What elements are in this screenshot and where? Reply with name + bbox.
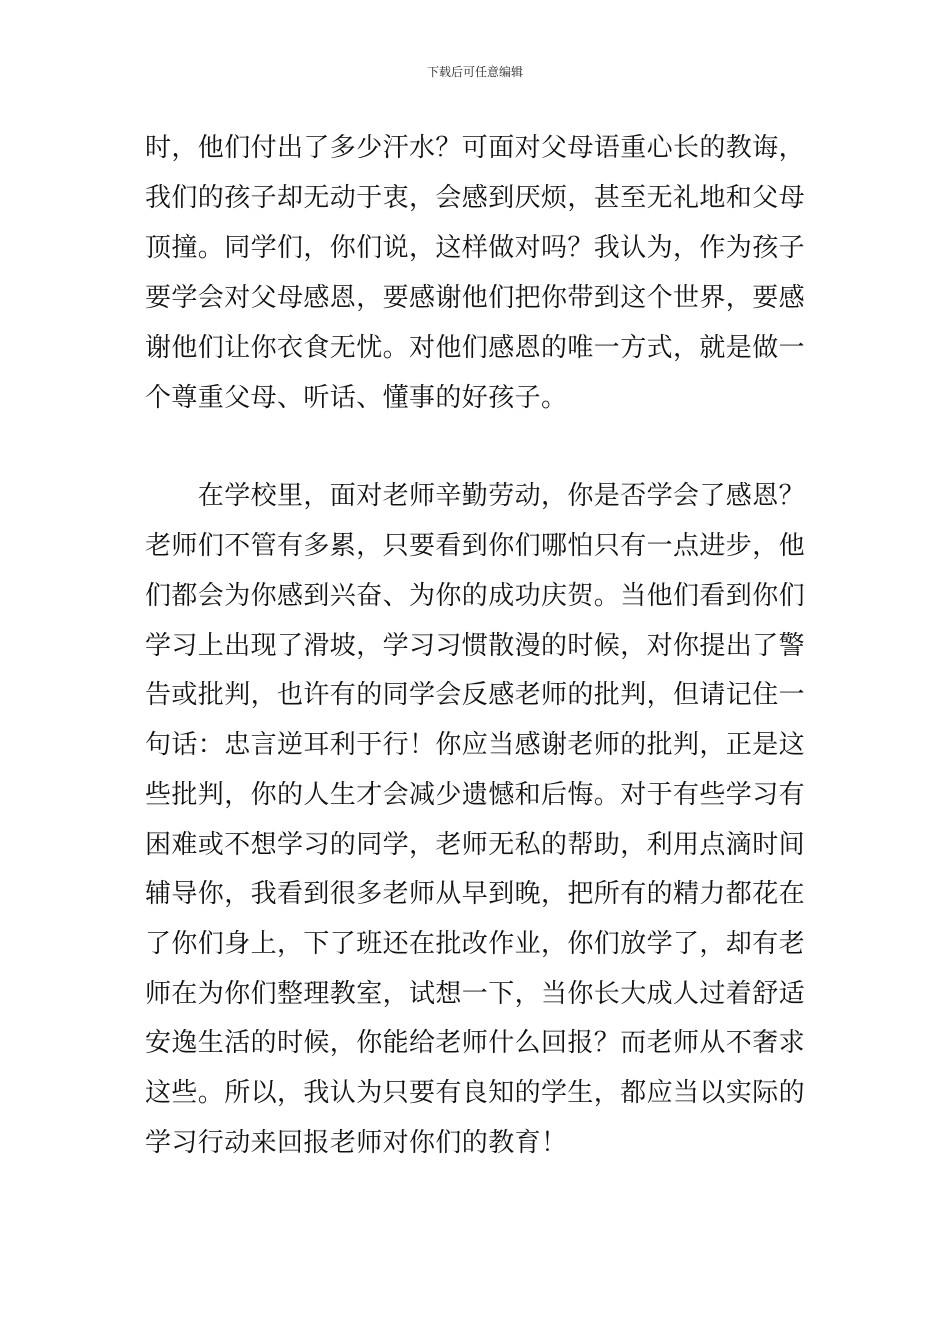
paragraph-line: 师在为你们整理教室，试想一下，当你长大成人过着舒适 xyxy=(145,979,806,1009)
page-header: 下载后可任意编辑 xyxy=(426,65,523,79)
paragraph-line: 安逸生活的时候，你能给老师什么回报？而老师从不奢求 xyxy=(145,1028,806,1058)
paragraph-line: 谢他们让你衣食无忧。对他们感恩的唯一方式，就是做一 xyxy=(145,333,806,363)
paragraph-line: 在学校里，面对老师辛勤劳动，你是否学会了感恩？ xyxy=(145,481,806,511)
paragraph-line: 老师们不管有多累，只要看到你们哪怕只有一点进步，他 xyxy=(145,531,806,561)
paragraph-line: 困难或不想学习的同学，老师无私的帮助，利用点滴时间 xyxy=(145,830,806,860)
paragraph-line: 告或批判，也许有的同学会反感老师的批判，但请记住一 xyxy=(145,680,806,710)
paragraph-line: 我们的孩子却无动于衷，会感到厌烦，甚至无礼地和父母 xyxy=(145,183,806,213)
paragraph-line: 些批判，你的人生才会减少遗憾和后悔。对于有些学习有 xyxy=(145,780,806,810)
paragraph-line: 顶撞。同学们，你们说，这样做对吗？我认为，作为孩子 xyxy=(145,233,806,263)
paragraph-line: 学习上出现了滑坡，学习习惯散漫的时候，对你提出了警 xyxy=(145,631,806,661)
paragraph-line: 了你们身上，下了班还在批改作业，你们放学了，却有老 xyxy=(145,929,806,959)
paragraph-line: 个尊重父母、听话、懂事的好孩子。 xyxy=(145,383,568,413)
paragraph-line: 这些。所以，我认为只要有良知的学生，都应当以实际的 xyxy=(145,1078,806,1108)
paragraph-line: 句话：忠言逆耳利于行！你应当感谢老师的批判，正是这 xyxy=(145,730,806,760)
paragraph-line: 学习行动来回报老师对你们的教育！ xyxy=(145,1128,568,1158)
paragraph-line: 辅导你，我看到很多老师从早到晚，把所有的精力都花在 xyxy=(145,879,806,909)
paragraph-line: 要学会对父母感恩，要感谢他们把你带到这个世界，要感 xyxy=(145,283,806,313)
paragraph-line: 时，他们付出了多少汗水？可面对父母语重心长的教诲， xyxy=(145,133,806,163)
paragraph-line: 们都会为你感到兴奋、为你的成功庆贺。当他们看到你们 xyxy=(145,581,806,611)
